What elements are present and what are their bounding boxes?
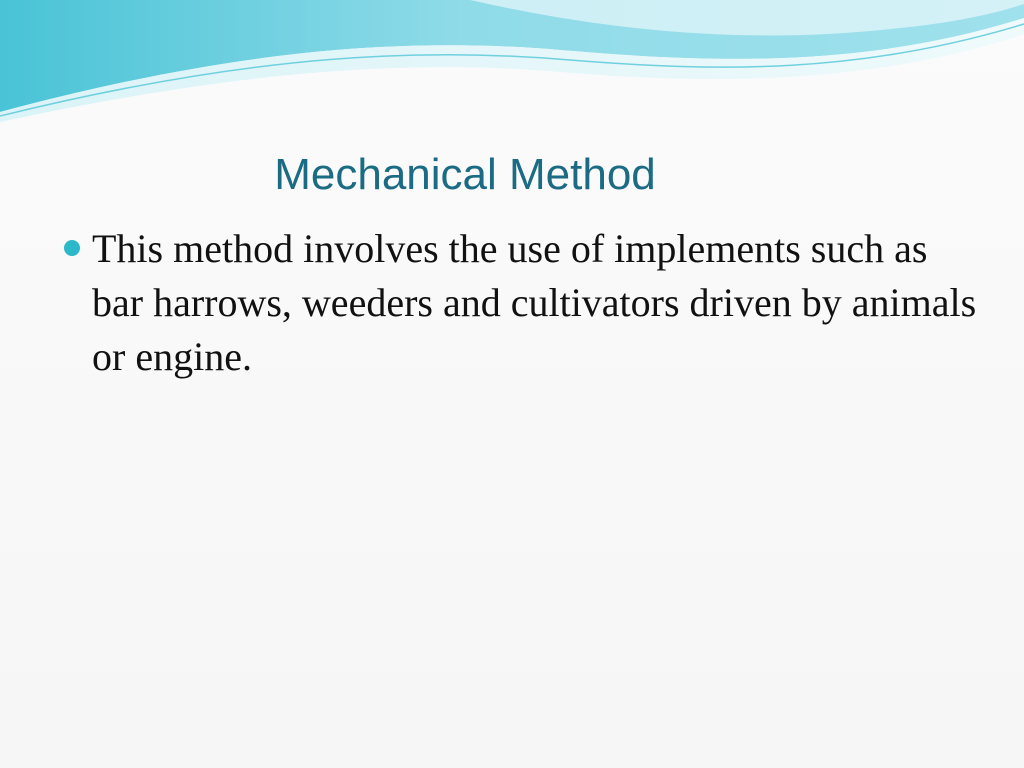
- bullet-text: This method involves the use of implements such as bar harrows, weeders and cultivators driven by animals or engine.: [92, 226, 977, 379]
- bullet-item: [62, 222, 982, 384]
- bullet-list: [62, 222, 982, 384]
- wave-decoration: [0, 0, 1024, 130]
- bullet-icon: [64, 240, 80, 256]
- slide-title: Mechanical Method: [274, 150, 656, 199]
